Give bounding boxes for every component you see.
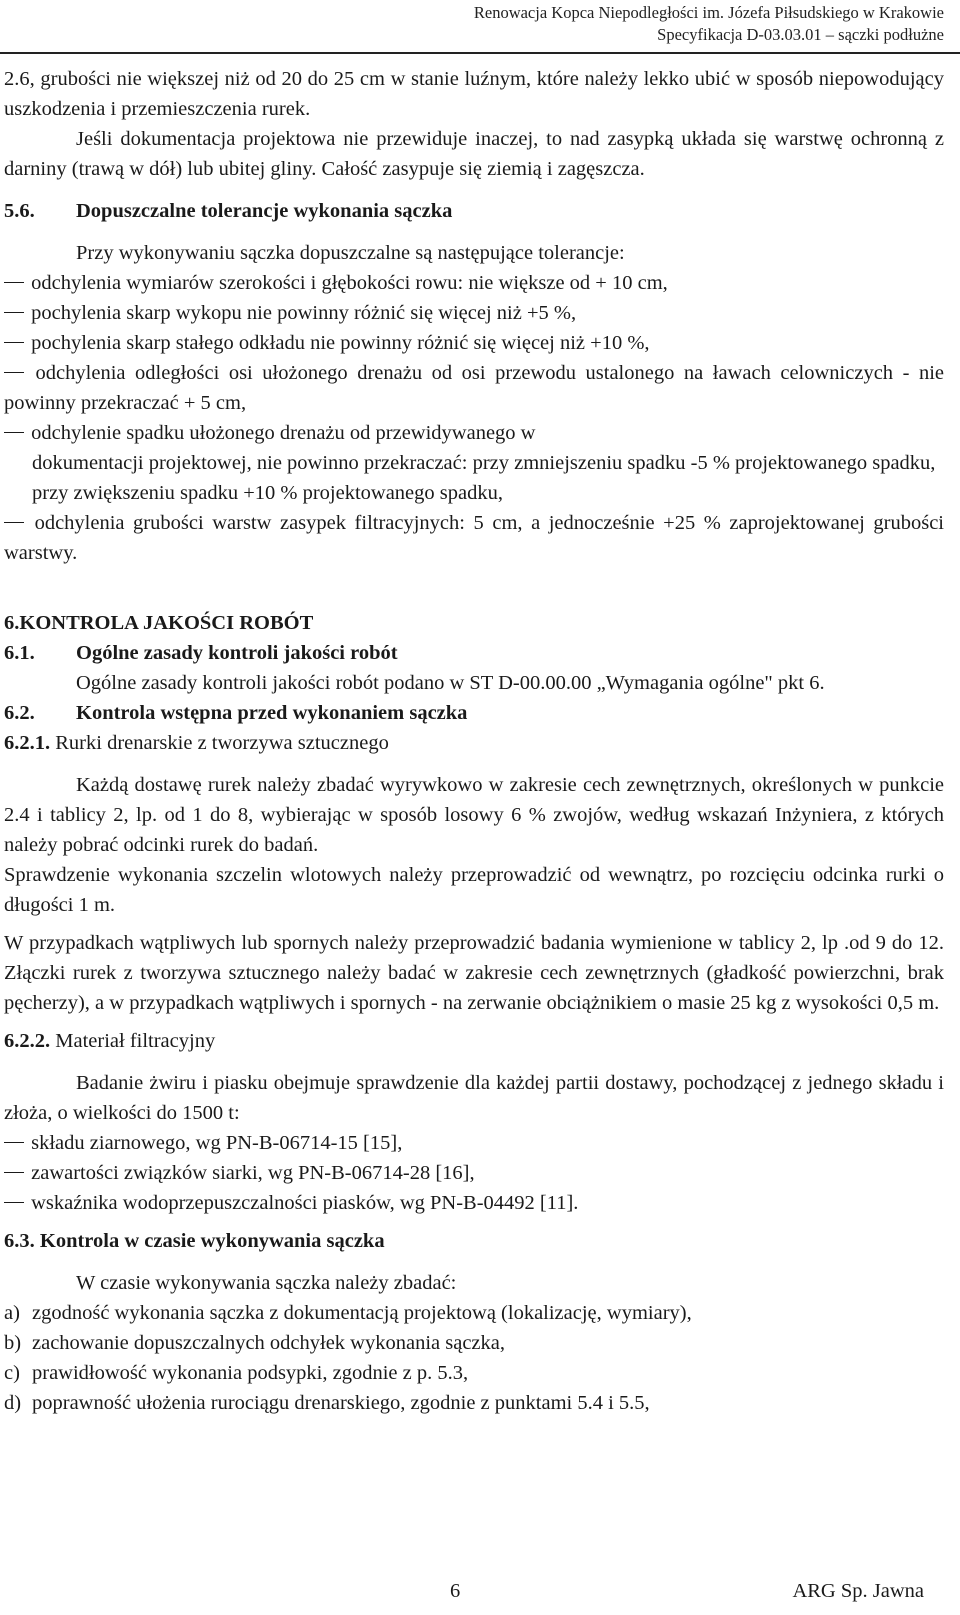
spacer	[4, 226, 944, 238]
tolerance-item: odchylenia wymiarów szerokości i głębokości rowu: nie większe od + 10 cm,	[4, 268, 944, 298]
tolerance-item: odchylenia grubości warstw zasypek filtracyjnych: 5 cm, a jednocześnie +25 % zaprojektowanej grubości warstwy.	[4, 508, 944, 568]
chapter-6-heading: 6.KONTROLA JAKOŚCI ROBÓT	[4, 612, 314, 634]
spacer	[4, 184, 944, 196]
check-item: b) zachowanie dopuszczalnych odchyłek wykonania sączka,	[4, 1332, 506, 1354]
section-5-6-heading	[4, 196, 944, 226]
dash-bullet	[4, 508, 26, 538]
section-6-2-1-heading: 6.2.1. Rurki drenarskie z tworzywa sztucznego	[4, 732, 389, 754]
spacer	[4, 920, 944, 928]
section-number: 5.6.	[4, 200, 35, 222]
material-item: składu ziarnowego, wg PN-B-06714-15 [15],	[4, 1128, 944, 1158]
dash-bullet	[4, 1158, 26, 1188]
section-6-1-text: Ogólne zasady kontroli jakości robót podano w ST D-00.00.00 „Wymagania ogólne" pkt 6.	[76, 672, 825, 694]
section-6-2-2-heading: 6.2.2. Materiał filtracyjny	[4, 1030, 216, 1052]
header-line-2: Specyfikacja D-03.03.01 – sączki podłużne	[657, 25, 944, 44]
dash-bullet	[4, 268, 26, 298]
tolerance-item-continuation: dokumentacji projektowej, nie powinno przekraczać: przy zmniejszeniu spadku -5 % projektowanego spadku,	[32, 452, 936, 474]
check-item: c) prawidłowość wykonania podsypki, zgodnie z p. 5.3,	[4, 1362, 469, 1384]
section-6-1-heading: 6.1. Ogólne zasady kontroli jakości robót	[4, 642, 398, 664]
dash-bullet	[4, 358, 26, 388]
section-title: Dopuszczalne tolerancje wykonania sączka	[76, 200, 453, 222]
company-name: ARG Sp. Jawna	[792, 1580, 924, 1602]
dash-bullet	[4, 328, 26, 358]
dash-bullet	[4, 1128, 26, 1158]
spacer	[4, 568, 944, 588]
tolerance-item: odchylenie spadku ułożonego drenażu od przewidywanego w	[4, 418, 944, 448]
intro-paragraph-1: 2.6, grubości nie większej niż od 20 do 25 cm w stanie luźnym, które należy lekko ubić w sposób niepowodujący uszkodzenia i przemieszczenia rurek.	[4, 68, 944, 120]
header-line-1: Renowacja Kopca Niepodległości im. Józefa Piłsudskiego w Krakowie	[473, 3, 944, 22]
tolerance-item-continuation: przy zwiększeniu spadku +10 % projektowanego spadku,	[32, 482, 503, 504]
page-number: 6	[450, 1580, 461, 1602]
spacer	[4, 1056, 944, 1068]
tolerance-item: pochylenia skarp stałego odkładu nie powinny różnić się więcej niż +10 %,	[4, 328, 944, 358]
tolerance-lead: Przy wykonywaniu sączka dopuszczalne są następujące tolerancje:	[76, 242, 625, 264]
spacer	[4, 1256, 944, 1268]
check-item: d) poprawność ułożenia rurociągu drenarskiego, zgodnie z punktami 5.4 i 5.5,	[4, 1392, 650, 1414]
header-divider	[0, 52, 960, 54]
section-6-2-1-paragraph-3: W przypadkach wątpliwych lub spornych należy przeprowadzić badania wymienione w tablicy 2, lp .od 9 do 12. Złączki rurek z tworzywa sztucznego należy badać w zakresie cech zewnętrznych (gładkość powierzchni, brak pęcherzy), a w przypadkach wątpliwych i spornych - na zerwanie obciążnikiem o masie 25 kg z wysokości 0,5 m.	[4, 932, 944, 1014]
material-item: zawartości związków siarki, wg PN-B-06714-28 [16],	[4, 1158, 944, 1188]
section-6-2-1-paragraph-2: Sprawdzenie wykonania szczelin wlotowych należy przeprowadzić od wewnątrz, po rozcięciu odcinka rurki o długości 1 m.	[4, 864, 944, 916]
spacer	[4, 758, 944, 770]
page-header	[474, 2, 944, 46]
tolerance-item: pochylenia skarp wykopu nie powinny różnić się więcej niż +5 %,	[4, 298, 944, 328]
section-6-2-1-paragraph-1: Każdą dostawę rurek należy zbadać wyrywkowo w zakresie cech zewnętrznych, określonych w punkcie 2.4 i tablicy 2, lp. od 1 do 8, wybierając w sposób losowy 6 % zwojów, według wskazań Inżyniera, z których należy pobrać odcinki rurek do badań.	[4, 774, 944, 856]
spacer	[4, 588, 944, 608]
dash-bullet	[4, 1188, 26, 1218]
section-6-2-heading: 6.2. Kontrola wstępna przed wykonaniem sączka	[4, 702, 468, 724]
document-body	[4, 64, 944, 1418]
material-item: wskaźnika wodoprzepuszczalności piasków, wg PN-B-04492 [11].	[4, 1188, 944, 1218]
tolerance-item: odchylenia odległości osi ułożonego drenażu od osi przewodu ustalonego na ławach celowniczych - nie powinny przekraczać + 5 cm,	[4, 358, 944, 418]
dash-bullet	[4, 418, 26, 448]
section-6-3-heading: 6.3. Kontrola w czasie wykonywania sączka	[4, 1230, 385, 1252]
spacer	[4, 1018, 944, 1026]
section-6-2-2-paragraph: Badanie żwiru i piasku obejmuje sprawdzenie dla każdej partii dostawy, pochodzącej z jednego składu i złoża, o wielkości do 1500 t:	[4, 1072, 944, 1124]
check-item: a) zgodność wykonania sączka z dokumentacją projektową (lokalizację, wymiary),	[4, 1302, 692, 1324]
section-6-3-lead: W czasie wykonywania sączka należy zbadać:	[76, 1272, 457, 1294]
spacer	[4, 1218, 944, 1226]
dash-bullet	[4, 298, 26, 328]
intro-paragraph-2: Jeśli dokumentacja projektowa nie przewiduje inaczej, to nad zasypką układa się warstwę ochronną z darniny (trawą w dół) lub ubitej gliny. Całość zasypuje się ziemią i zagęszcza.	[4, 128, 944, 180]
